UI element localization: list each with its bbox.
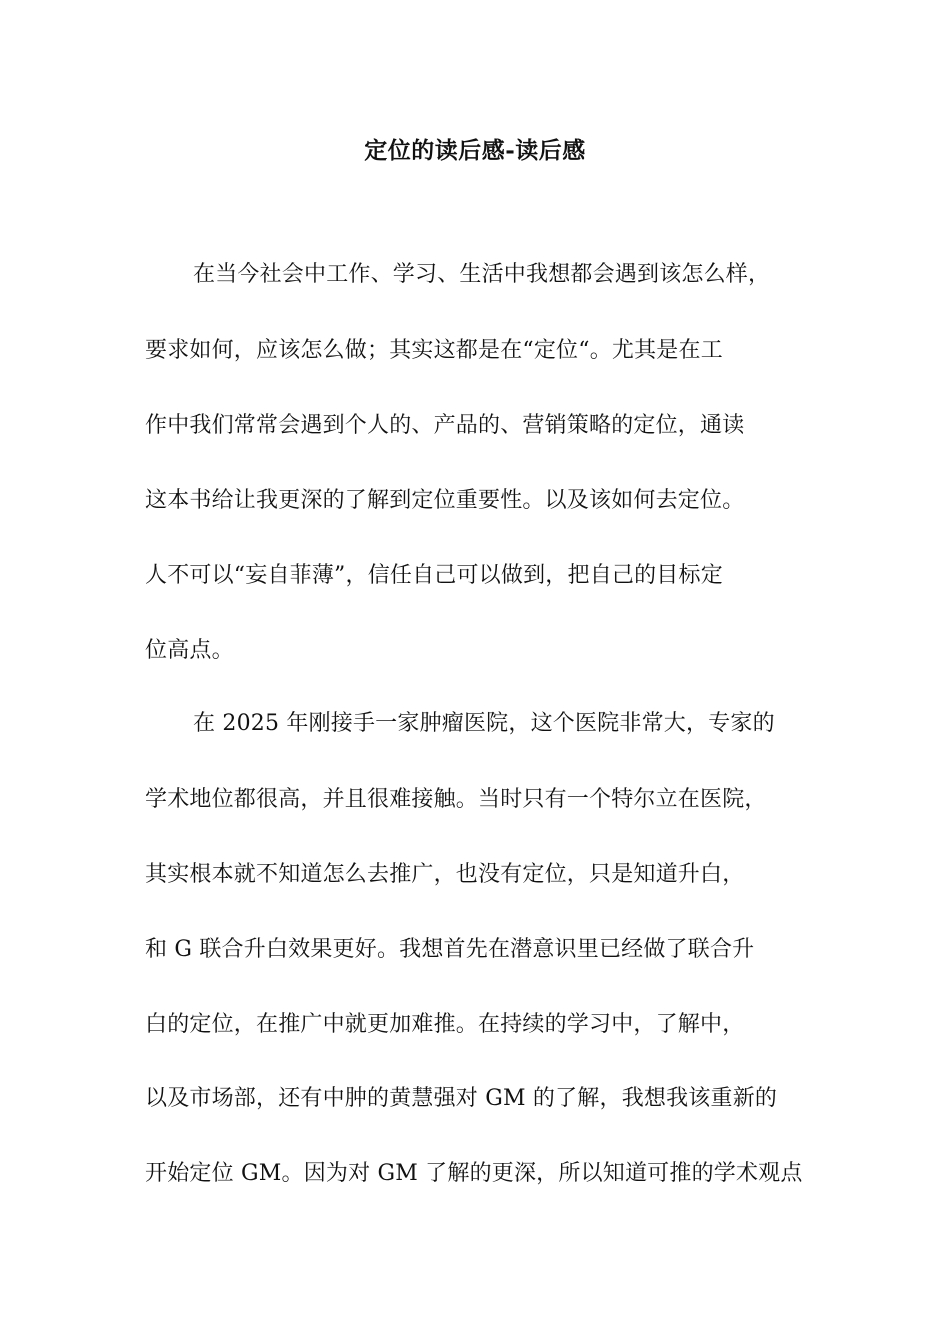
paragraph-1-line-2: 要求如何，应该怎么做；其实这都是在“定位“。尤其是在工: [145, 338, 723, 363]
paragraph-2-line-6: 以及市场部，还有中肿的黄慧强对 GM 的了解，我想我该重新的: [145, 1086, 778, 1111]
paragraph-2-line-4: 和 G 联合升白效果更好。我想首先在潜意识里已经做了联合升: [145, 937, 755, 962]
paragraph-2-line-7: 开始定位 GM。因为对 GM 了解的更深，所以知道可推的学术观点: [145, 1161, 803, 1186]
paragraph-2-line-2: 学术地位都很高，并且很难接触。当时只有一个特尔立在医院，: [145, 787, 767, 812]
document-title: 定位的读后感-读后感: [364, 137, 586, 164]
paragraph-1-line-1: 在当今社会中工作、学习、生活中我想都会遇到该怎么样，: [193, 262, 771, 287]
paragraph-2-line-1: 在 2025 年刚接手一家肿瘤医院，这个医院非常大，专家的: [193, 711, 775, 736]
paragraph-2-line-5: 白的定位，在推广中就更加难推。在持续的学习中，了解中，: [145, 1012, 745, 1037]
paragraph-1-line-6: 位高点。: [145, 638, 234, 663]
paragraph-2-line-3: 其实根本就不知道怎么去推广，也没有定位，只是知道升白，: [145, 862, 745, 887]
paragraph-1-line-3: 作中我们常常会遇到个人的、产品的、营销策略的定位，通读: [145, 413, 745, 438]
paragraph-1-line-5: 人不可以“妄自菲薄”，信任自己可以做到，把自己的目标定: [145, 563, 723, 588]
paragraph-1-line-4: 这本书给让我更深的了解到定位重要性。以及该如何去定位。: [145, 488, 745, 513]
